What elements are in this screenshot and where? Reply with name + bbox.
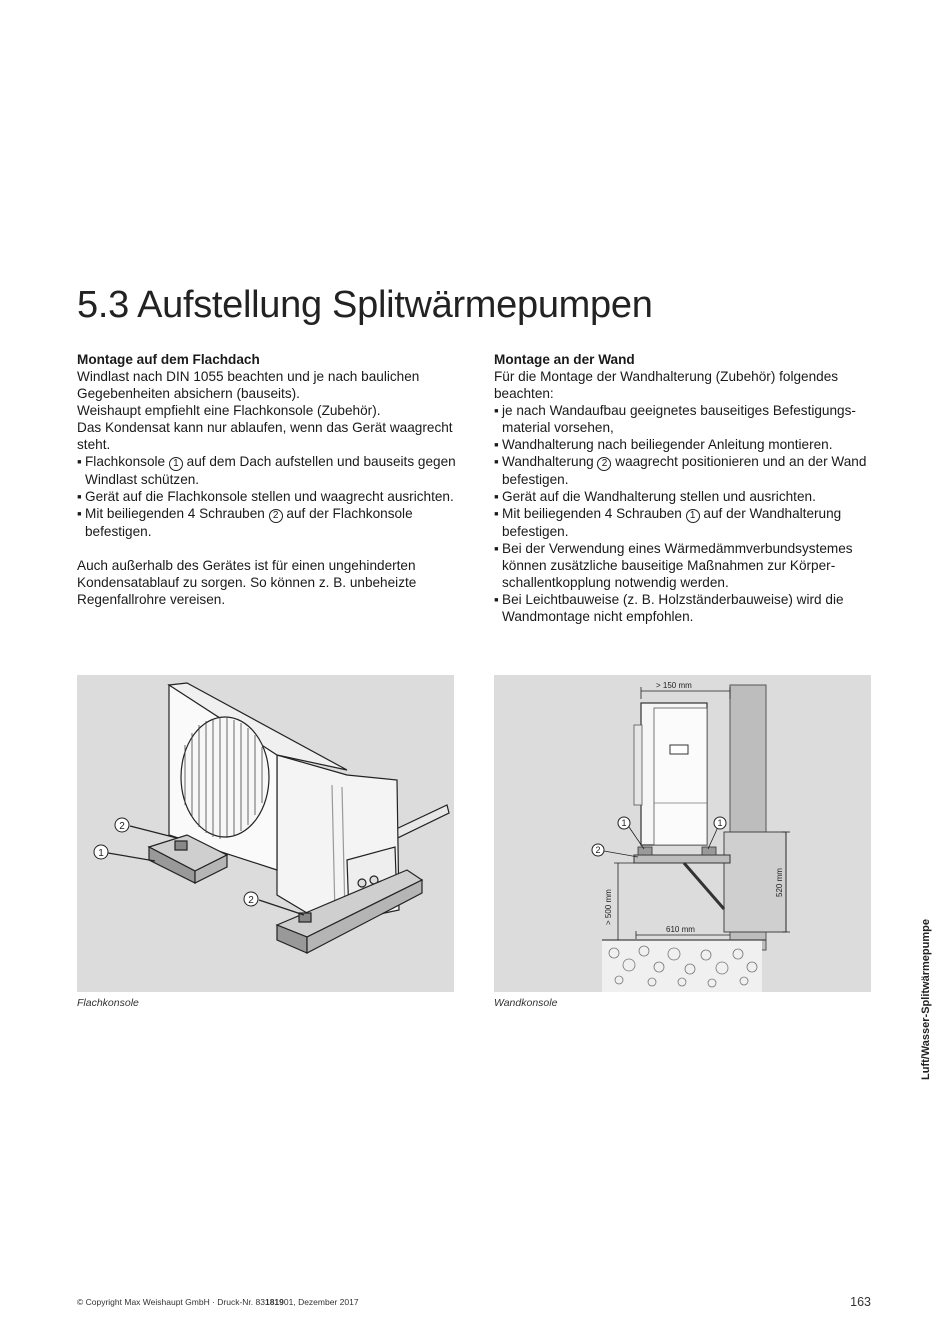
callout-2: 2 [119, 821, 125, 832]
figure-wandkonsole [494, 675, 871, 992]
callout-2: 2 [248, 895, 254, 906]
callout-number: 2 [597, 457, 611, 471]
paragraph-line: Gegebenheiten absichern (bauseits). [77, 386, 300, 401]
list-item: ▪ Mit beiliegenden 4 Schrauben 1 auf der Wandhalterung befestigen. [494, 506, 842, 539]
list-item: ▪ Bei der Verwendung eines Wärmedämmverbundsystemes können zusätzliche bauseitige Maßnahmen zur Körper-schallentkopplung notwendig werden. [494, 541, 853, 590]
page-number: 163 [850, 1295, 871, 1309]
paragraph-line: Das Kondensat kann nur ablaufen, wenn das Gerät waagrecht [77, 420, 453, 435]
bullet-marker: ▪ [494, 403, 499, 418]
bullet-marker: ▪ [494, 437, 499, 452]
figure-caption: Flachkonsole [77, 997, 139, 1009]
page-title: 5.3 Aufstellung Splitwärmepumpen [77, 284, 653, 326]
section-title-flachdach: Montage auf dem Flachdach [77, 352, 260, 367]
dim-label-610: 610 mm [666, 925, 695, 934]
paragraph-line: Auch außerhalb des Gerätes ist für einen ungehinderten [77, 558, 416, 573]
bullet-marker: ▪ [494, 489, 499, 504]
callout-number: 2 [269, 509, 283, 523]
chapter-side-label: Luft/Wasser-Splitwärmepumpe [920, 919, 932, 1080]
paragraph-line: Windlast nach DIN 1055 beachten und je nach baulichen [77, 369, 420, 384]
list-item: ▪ Gerät auf die Wandhalterung stellen und ausrichten. [494, 489, 816, 504]
dim-label-500: > 500 mm [604, 889, 613, 925]
list-item: ▪ Wandhalterung nach beiliegender Anleitung montieren. [494, 437, 833, 452]
dim-label-150: > 150 mm [656, 681, 692, 690]
list-item: ▪ Gerät auf die Flachkonsole stellen und waagrecht ausrichten. [77, 489, 454, 504]
callout-number: 1 [686, 509, 700, 523]
list-item: ▪ Mit beiliegenden 4 Schrauben 2 auf der Flachkonsole befestigen. [77, 506, 413, 539]
paragraph-line: Weishaupt empfiehlt eine Flachkonsole (Zubehör). [77, 403, 381, 418]
section-title-wand: Montage an der Wand [494, 352, 635, 367]
section-wand [494, 351, 874, 625]
callout-number: 1 [169, 457, 183, 471]
paragraph-line: steht. [77, 437, 111, 452]
footer-copyright: © Copyright Max Weishaupt GmbH · Druck-Nr. 83181901, Dezember 2017 [77, 1297, 359, 1307]
bullet-marker: ▪ [494, 454, 499, 469]
section-flachdach [77, 351, 457, 608]
paragraph-line: Regenfallrohre vereisen. [77, 592, 226, 607]
bullet-marker: ▪ [494, 506, 499, 521]
list-item: ▪ Flachkonsole 1 auf dem Dach aufstellen und bauseits gegen Windlast schützen. [77, 454, 456, 487]
figure-caption: Wandkonsole [494, 997, 558, 1009]
list-item: ▪ je nach Wandaufbau geeignetes bauseitiges Befestigungs-material vorsehen, [494, 403, 856, 435]
paragraph-line: beachten: [494, 386, 554, 401]
callout-1: 1 [98, 848, 104, 859]
bullet-marker: ▪ [77, 454, 82, 469]
figure-flachkonsole [77, 675, 454, 992]
list-item: ▪ Bei Leichtbauweise (z. B. Holzständerbauweise) wird die Wandmontage nicht empfohlen. [494, 592, 844, 624]
bullet-marker: ▪ [494, 592, 499, 607]
flachkonsole-illustration [77, 675, 454, 992]
dim-label-520: 520 mm [775, 868, 784, 897]
paragraph-line: Kondensatablauf zu sorgen. So können z. B. unbeheizte [77, 575, 417, 590]
bullet-marker: ▪ [77, 506, 82, 521]
callout-1: 1 [621, 818, 627, 828]
callout-2: 2 [595, 845, 601, 855]
paragraph-line: Für die Montage der Wandhalterung (Zubehör) folgendes [494, 369, 839, 384]
callout-1: 1 [717, 818, 723, 828]
bullet-marker: ▪ [77, 489, 82, 504]
list-item: ▪ Wandhalterung 2 waagrecht positionieren und an der Wand befestigen. [494, 454, 867, 487]
wandkonsole-illustration [494, 675, 871, 992]
bullet-marker: ▪ [494, 541, 499, 556]
